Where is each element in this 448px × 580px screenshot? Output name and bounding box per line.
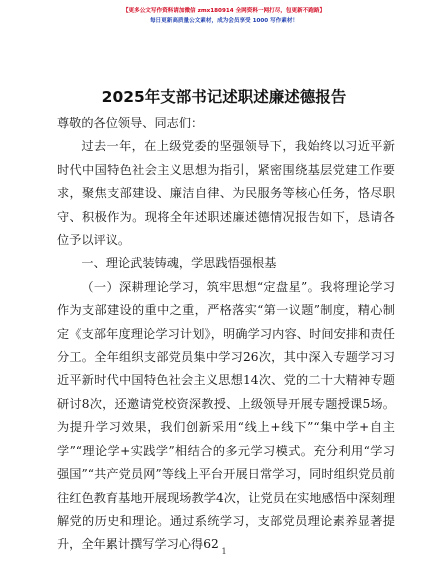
section-heading: 一、理论武装铸魂，学思践悟强根基	[81, 256, 277, 271]
intro-paragraph: 过去一年，在上级党委的坚强领导下，我始终以习近平新时代中国特色社会主义思想为指引，紧密围绕基层党建工作要求，聚焦支部建设、廉洁自律、为民服务等核心任务，恪尽职守、积极作为。现将全年述职述廉述德情况报告如下，恳请各位予以评议。	[57, 139, 395, 248]
promo-banner	[0, 6, 448, 26]
promo-banner-line-1: 【更多公文写作资料请加微信 zmx180914 全网资料一网打尽，包更新不跑路】	[122, 8, 326, 14]
salutation: 尊敬的各位领导、同志们：	[57, 116, 204, 130]
document-title: 2025年支部书记述职述廉述德报告	[101, 88, 347, 106]
section-paragraph: （一）深耕理论学习，筑牢思想“定盘星”。我将理论学习作为支部建设的重中之重，严格落实“第一议题”制度，精心制定《支部年度理论学习计划》，明确学习内容、时间安排和责任分工。全年组织支部党员集中学习26次，其中深入专题学习习近平新时代中国特色社会主义思想14次、党的二十大精神专题研讨8次，还邀请党校资深教授、上级领导开展专题授课5场。为提升学习效果，我们创新采用“线上+线下”“集中学+自主学”“理论学+实践学”相结合的多元学习模式。充分利用“学习强国”“共产党员网”等线上平台开展日常学习，同时组织党员前往红色教育基地开展现场教学4次，让党员在实地感悟中深刻理解党的历史和理论。通过系统学习，支部党员理论素养显著提升，全年累计撰写学习心得62	[57, 279, 395, 552]
page-number: 1	[221, 547, 227, 556]
document-body	[57, 112, 395, 557]
promo-banner-line-2: 每日更新高质量公文素材，成为会员享受 1000 写作素材！	[149, 18, 299, 24]
